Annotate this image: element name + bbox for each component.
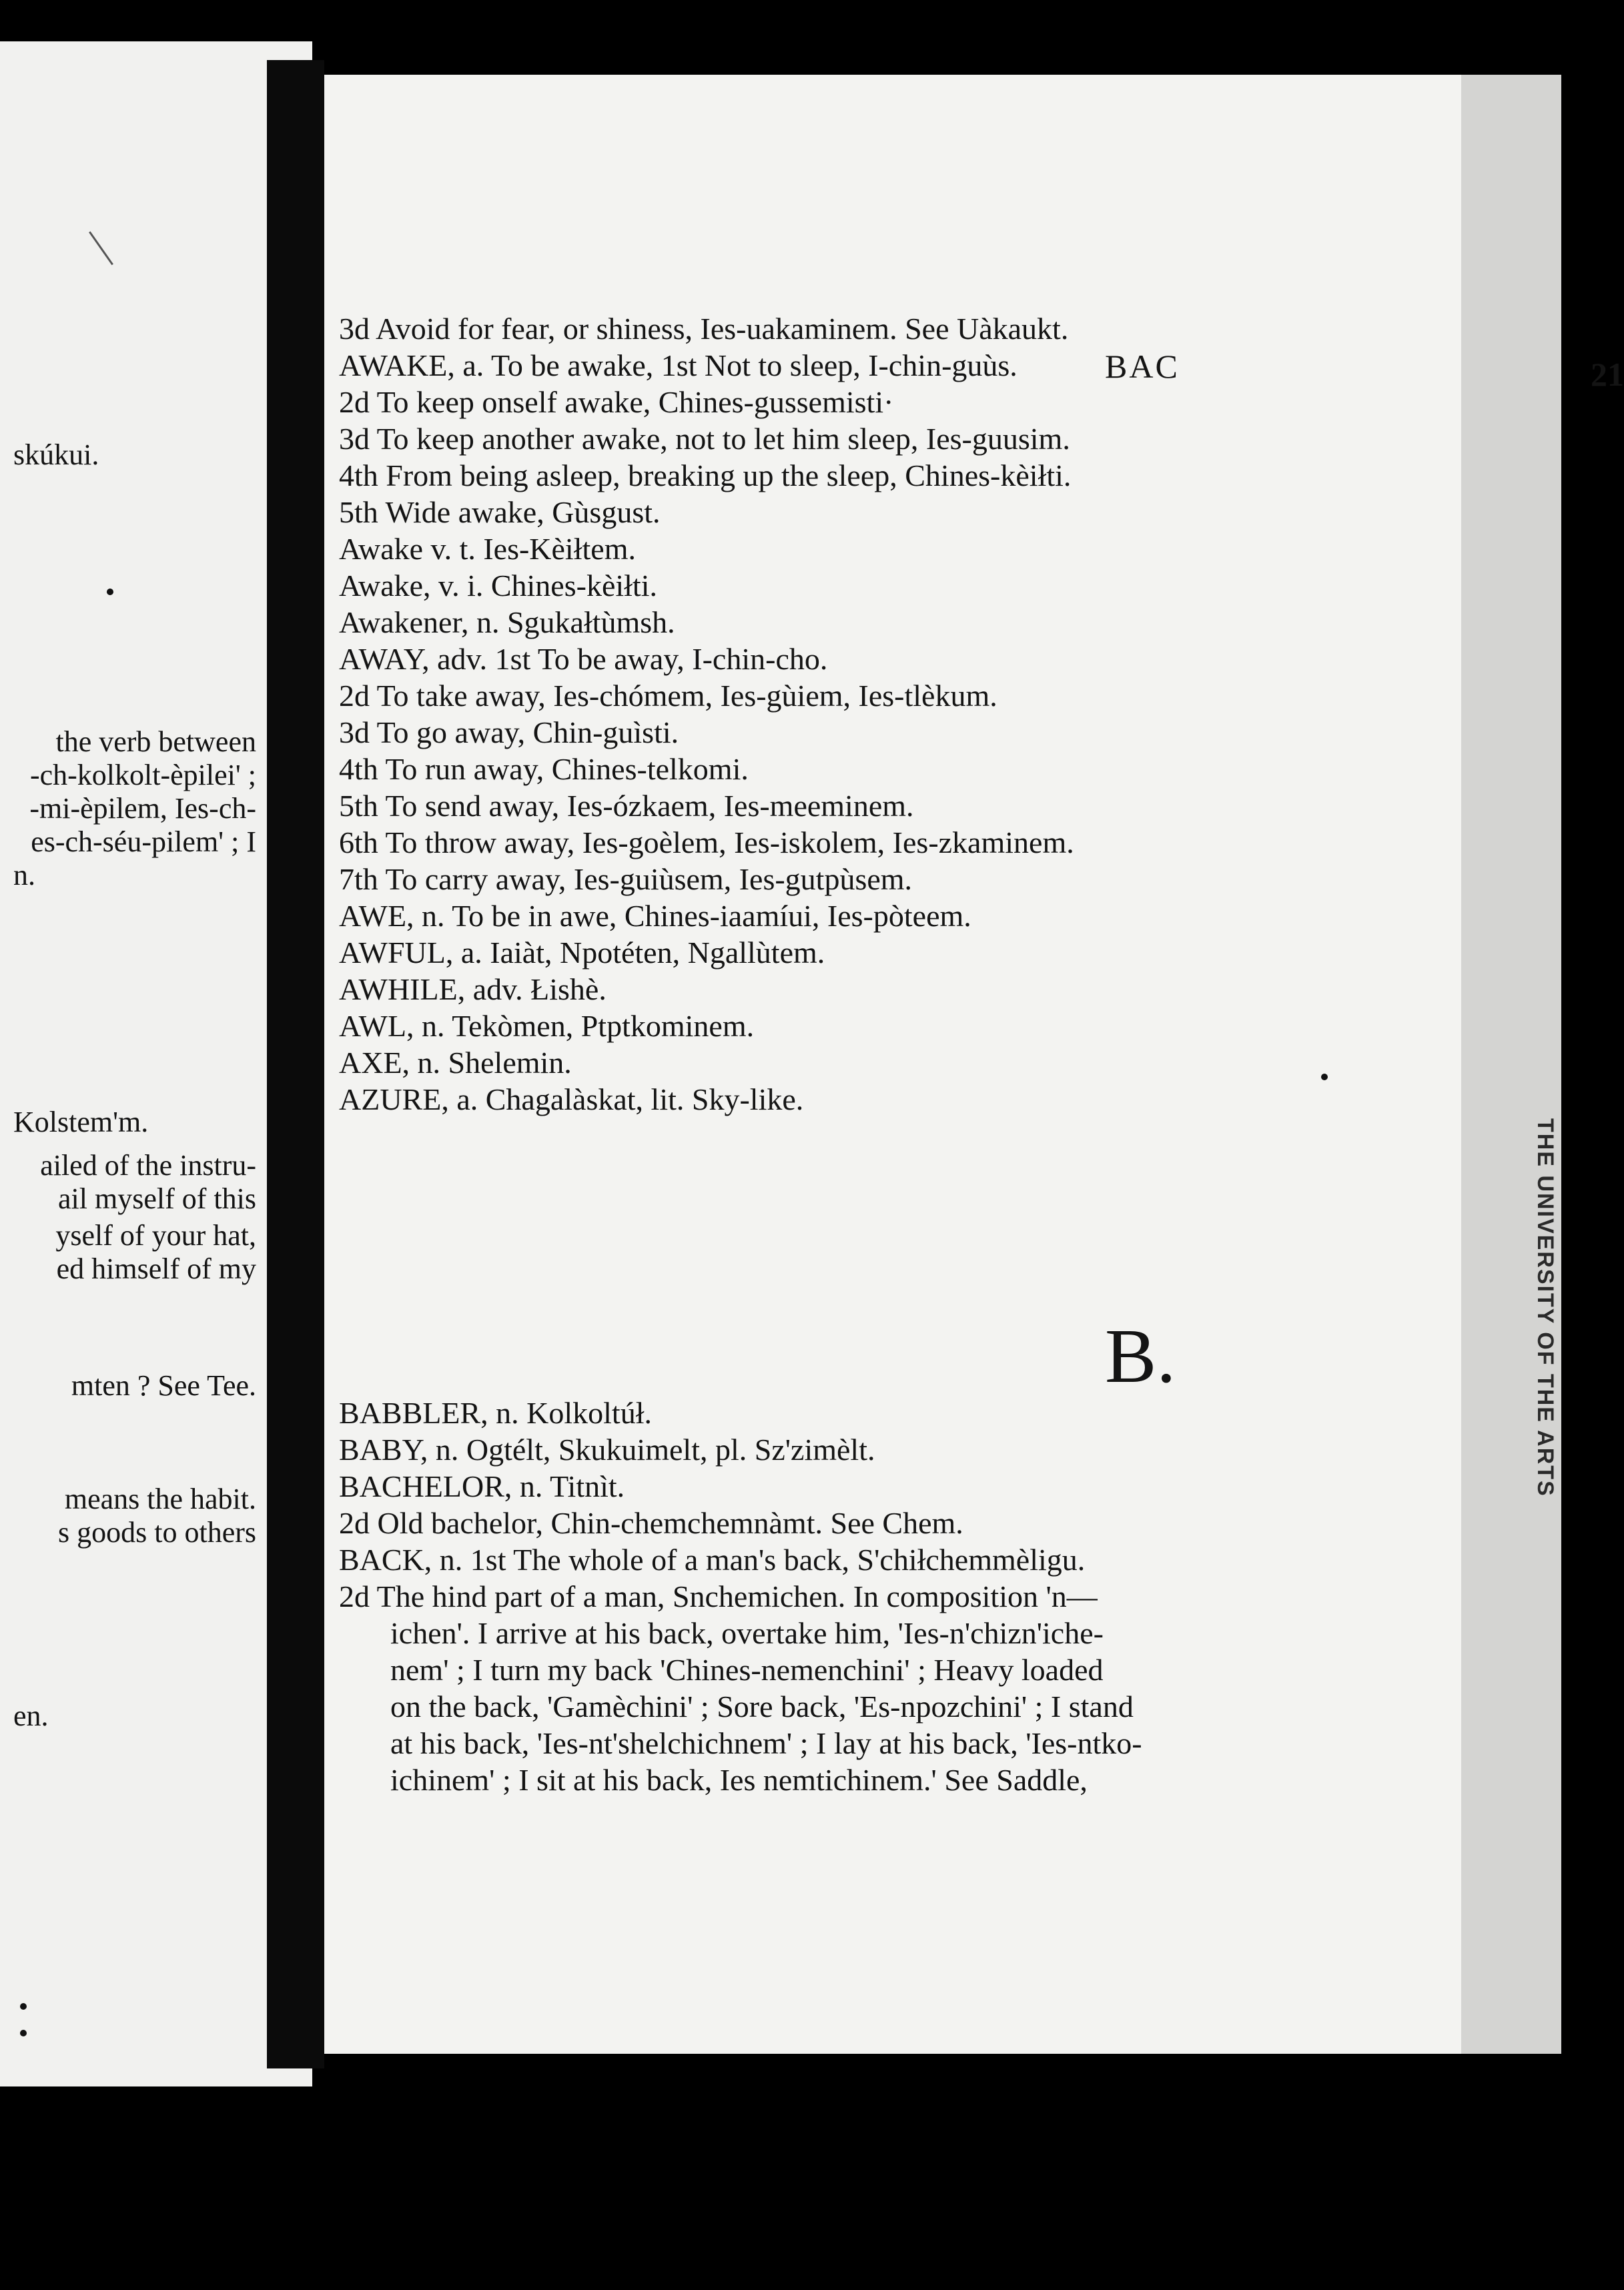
entry-line: 4th From being asleep, breaking up the sleep, Chines-kèiłti. (339, 458, 1072, 492)
entry-line: ichinem' ; I sit at his back, Ies nemtichinem.' See Saddle, (390, 1763, 1088, 1797)
left-text-line: s goods to others (58, 1516, 256, 1549)
left-page (0, 41, 312, 2086)
ink-dot (1321, 1074, 1328, 1080)
entry-line: 7th To carry away, Ies-guiùsem, Ies-gutpùsem. (339, 862, 913, 896)
entry-line: Awakener, n. Sgukałtùmsh. (339, 605, 675, 639)
entry-line: AXE, n. Shelemin. (339, 1046, 572, 1080)
entry-line: 2d Old bachelor, Chin-chemchemnàmt. See Chem. (339, 1506, 963, 1540)
entry-line: 5th To send away, Ies-ózkaem, Ies-meeminem. (339, 789, 914, 823)
entry-line: 3d To go away, Chin-guìsti. (339, 715, 679, 749)
ink-dot (20, 2030, 27, 2036)
left-text-line: skúkui. (13, 438, 99, 471)
page-number: 21 (1591, 356, 1624, 393)
entry-line: BABY, n. Ogtélt, Skukuimelt, pl. Sz'zimèlt. (339, 1433, 875, 1467)
entry-line: 5th Wide awake, Gùsgust. (339, 495, 661, 529)
entry-line: nem' ; I turn my back 'Chines-nemenchini' ; Heavy loaded (390, 1653, 1104, 1687)
left-text-line: es-ch-séu-pilem' ; I (31, 825, 256, 858)
page-gutter (267, 60, 324, 2068)
right-page (324, 75, 1624, 2054)
entry-line: at his back, 'Ies-nt'shelchichnem' ; I lay at his back, 'Ies-ntko- (390, 1726, 1142, 1760)
left-text-line: n. (13, 859, 35, 891)
left-text-line: yself of your hat, (55, 1219, 256, 1252)
entry-line: BACHELOR, n. Titnìt. (339, 1469, 625, 1503)
left-text-line: en. (13, 1699, 49, 1732)
entry-line: AZURE, a. Chagalàskat, lit. Sky-like. (339, 1082, 804, 1116)
entry-line: 4th To run away, Chines-telkomi. (339, 752, 749, 786)
entry-line: 3d Avoid for fear, or shiness, Ies-uakaminem. See Uàkaukt. (339, 312, 1069, 346)
left-text-line: mten ? See Tee. (71, 1369, 256, 1402)
entry-line: AWE, n. To be in awe, Chines-iaamíui, Ies-pòteem. (339, 899, 971, 933)
entry-line: AWAKE, a. To be awake, 1st Not to sleep, I-chin-guùs. (339, 348, 1018, 382)
left-text-line: -ch-kolkolt-èpilei' ; (29, 759, 256, 791)
left-text-line: ed himself of my (56, 1252, 256, 1285)
edge-stamp-text: THE UNIVERSITY OF THE ARTS (1533, 1118, 1558, 1497)
entry-line: on the back, 'Gamèchini' ; Sore back, 'Es-npozchini' ; I stand (390, 1689, 1134, 1724)
entry-line: AWAY, adv. 1st To be away, I-chin-cho. (339, 642, 828, 676)
section-letter: B. (1105, 1314, 1176, 1399)
entry-line: ichen'. I arrive at his back, overtake him, 'Ies-n'chizn'iche- (390, 1616, 1104, 1650)
entry-line: AWL, n. Tekòmen, Ptptkominem. (339, 1009, 755, 1043)
entry-line: Awake, v. i. Chines-kèiłti. (339, 568, 657, 603)
scratch-mark (89, 232, 113, 266)
entry-line: 2d To keep onself awake, Chines-gussemisti· (339, 385, 894, 419)
entry-line: Awake v. t. Ies-Kèiłtem. (339, 532, 636, 566)
entry-line: 2d To take away, Ies-chómem, Ies-gùiem, Ies-tlèkum. (339, 679, 997, 713)
ink-dot (20, 2003, 27, 2010)
left-text-line: ailed of the instru- (40, 1149, 256, 1182)
ink-dot (107, 589, 113, 595)
entry-line: BACK, n. 1st The whole of a man's back, S'chiłchemmèligu. (339, 1543, 1086, 1577)
entry-line: AWHILE, adv. Łishè. (339, 972, 606, 1006)
left-text-line: Kolstem'm. (13, 1106, 149, 1138)
entry-line: 2d The hind part of a man, Snchemichen. In composition 'n— (339, 1579, 1098, 1613)
entry-line: AWFUL, a. Iaiàt, Npotéten, Ngallùtem. (339, 935, 825, 970)
left-text-line: -mi-èpilem, Ies-ch- (29, 792, 256, 825)
running-header: BAC (1105, 348, 1180, 385)
left-text-line: means the habit. (64, 1483, 256, 1515)
left-text-line: ail myself of this (58, 1182, 256, 1215)
entry-line: 6th To throw away, Ies-goèlem, Ies-iskolem, Ies-zkaminem. (339, 825, 1074, 859)
left-text-line: the verb between (55, 725, 256, 758)
entry-line: 3d To keep another awake, not to let him sleep, Ies-guusim. (339, 422, 1070, 456)
entry-line: BABBLER, n. Kolkoltúł. (339, 1396, 652, 1430)
